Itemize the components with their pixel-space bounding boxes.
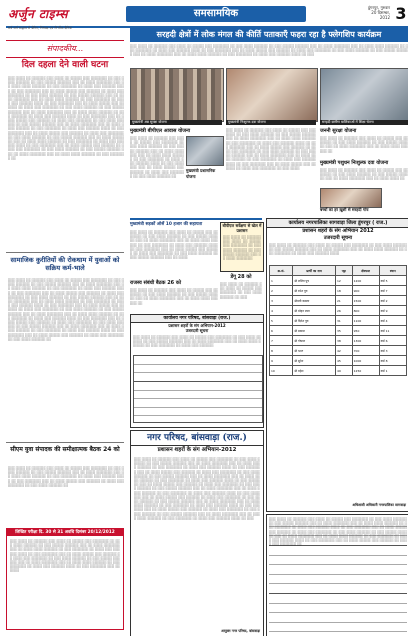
mid-text-1: ░░░ ░░░░ ░░ ░░░░░░ ░░░ ░░░░ ░░ ░░░░░ ░░░ ░░░░░░░ ░░ ░░░ ░░░░ ░░░░░░ ░░ ░░░ ░░░░░ ░░░░░░ ░░░ ░░ ░░░░ ░░░░░░░ ░░░ ░░ ░░░░ ░░░░ ░░░░░░ ░░ ░░░ ░░░░░░░ ░░ ░░░░ ░░░ ░░░░░░ ░░░░ ░░ ░░░ ░░░░░░░ ░░░ ░░ ░░░░ ░░░░░ ░░░ ░░░░░░ ░░ ░░░░ ░░░ ░░░░░░░ ░░ ░░░ ░░░░ ░░░░░░ ░░ ░░░ ░░░░░ ░░░░░░ ░░░ ░░ ░░░░ [130,230,218,260]
table-cell: 3 [270,296,293,306]
editorial-headline: दिल दहला देने वाली घटना [21,60,109,70]
table-cell: वार्ड 3 [379,346,406,356]
table-cell: श्री महेश [293,366,336,376]
sagwara-signature: अधिशासी अधिकारी नगरपालिका सागवाड़ा [352,503,406,507]
table-cell: 700 [352,346,379,356]
table-cell: 800 [352,306,379,316]
col-header: प्रार्थी का नाम [293,266,336,276]
table-cell: 12 [335,276,352,286]
sagwara-table-wrap [269,265,407,376]
mid-headline-4: डेंगू 28 को [230,274,252,280]
table-cell: श्रीमती कमला [293,296,336,306]
text-janani: ░░░ ░░░░ ░░ ░░░░░░ ░░░ ░░░░ ░░ ░░░░░ ░░░ ░░░░░░░ ░░ ░░░ ░░░░ ░░░░░░ ░░ ░░░ ░░░░░ ░░░░░░ ░░░ ░░ ░░░░ ░░░░░░░ ░░░ ░░ ░░░░ ░░░░ ░░░░░░ ░░ [320,136,408,153]
section-title: समसामयिक [126,6,306,22]
story3-headline: सीएम युवा संपादक की समीक्षात्मक बैठक 24 को [10,446,120,453]
bottom-notice-sub: प्रशासन शहरों के संग अभियान-2012 [157,447,237,453]
divider [6,442,124,443]
table-cell: वार्ड 6 [379,336,406,346]
table-row [270,276,407,286]
sagwara-notice-title: कार्यालय नगरपालिका सागवाड़ा जिला डूंगरपुर ( राज.) [267,219,408,228]
newspaper-logo: अर्जुन टाइम्स [8,7,68,21]
newspaper-page [6,4,408,636]
table-cell: 49 [335,366,352,376]
subhead-bpl-housing: मुख्यमंत्री बीपीएल आवास योजना [130,128,191,134]
mid-text-2: ░░░ ░░░░ ░░ ░░░░░░ ░░░ ░░░░ ░░ ░░░░░ ░░░ ░░░░░░░ ░░ ░░░ ░░░░ ░░░░░░ ░░ ░░░ ░░░░░ ░░░░░░ ░░░ ░░ ░░░░ ░░░░░░░ ░░░ ░░ ░░░░ ░░░░ ░░░░░░ ░░ [130,288,218,305]
text-livestock: ░░░ ░░░░ ░░ ░░░░░░ ░░░ ░░░░ ░░ ░░░░░ ░░░ ░░░░░░░ ░░ ░░░ ░░░░ ░░░░░░ ░░ ░░░ ░░░░░ ░░░░░░ ░░░ ░░ ░░░░ ░░░░░░░ ░░░ ░░ ░░░░ ░░░░ ░░ [320,168,408,181]
editorial-column [6,40,126,630]
bottom-notice [130,430,264,636]
table-cell: श्री सुरेश [293,356,336,366]
table-cell: 4 [270,306,293,316]
caption-girls-education: सरहदी ग्रामीण बालिकाओं में शिक्षा चेतना [320,120,408,125]
table-cell: 31 [335,316,352,326]
table-cell: 1250 [352,366,379,376]
table-cell: 1500 [352,296,379,306]
photo-girls-education [320,68,408,122]
table-cell: 45 [335,356,352,366]
table-cell: 9 [270,356,293,366]
table-cell: वार्ड 11 [379,326,406,336]
table-cell: श्री ललित पुत्र [293,276,336,286]
table-row [270,336,407,346]
lead-headline: सरहदी क्षेत्रों में लोक मंगल की कीर्ति पताकाएँ फहरा रहा है फ्लेगशिप कार्यक्रम [130,28,408,42]
table-cell: 8 [270,346,293,356]
table-cell: श्री रमेश पुत्र [293,286,336,296]
bottom-notice-text: ░░░ ░░░░ ░░ ░░░░░░ ░░░ ░░░░ ░░ ░░░░░ ░░░ ░░░░░░░ ░░ ░░░ ░░░░ ░░░░░░ ░░ ░░░ ░░░░░ ░░░░░░ ░░░ ░░ ░░░░ ░░░░░░░ ░░░ ░░ ░░░░ ░░░░ ░░░░░░ ░░ ░░░ ░░░░░░░ ░░ ░░░░ ░░░ ░░░░░░ ░░░░ ░░ ░░░ ░░░░░░░ ░░░ ░░ ░░░░ ░░░░░ ░░░ ░░░░░░ ░░ ░░░░ ░░░ ░░░░░░░ ░░ ░░░ ░░░░ ░░░░░░ ░░ ░░░ ░░░░░ ░░░░░░ ░░░ ░░ ░░░░ ░░░░░░░ ░░░ ░░ ░░░░ ░░░░ ░░░░░░ ░░ ░░░ ░░░░░░░ ░░ ░░░░ ░░░ ░░░░░░ ░░░░ ░░ ░░░ ░░░░░░░ ░░░ ░░ ░░░░ ░░░░░ ░░░ ░░░░░░ ░░ ░░░░ ░░░ ░░░░░░░ ░░ ░░░ ░░░░ ░░░░░░ ░░ ░░░ ░░░░░ ░░░░░░ ░░░ ░░ ░░░░ ░░░░░░░ ░░░ ░░ ░░░░ ░░░░ ░░░░░░ ░░ ░░░ ░░░░░░░ ░░ ░░░░ ░░░ ░░░░░░ ░░░░ ░░ ░░░ ░░░░░░░ ░░░ ░░ ░░░░ ░░░░░ ░░░ ░░░░░░ ░░ ░░░░ ░░░ ░░░░░░░ ░░ ░░░ ░░░░ ░░░░░░ ░░ ░░░ ░░░░░ ░░░░░░ ░░░ ░░ ░░░░ ░░░░░░░ ░░░ ░░ ░░░░ ░░░░ ░░░░░░ ░░ ░░░ ░░░░░░░ ░░ ░░░░ ░░░ ░░░░░░ ░░░░ ░░ ░░░ ░░░░░░░ ░░░ ░░ ░░░░ ░░░░░ ░░░ ░░░░░░ ░░ ░░░░ ░░░ ░░░░░░░ ░░ ░░░ ░░░░ ░░░░░░ ░░ ░░░ ░░░░░ ░░░░░░ ░░░ ░░ ░░░░ ░░░░░░░ ░░░ ░░ ░░░░ ░░░░ ░░░░░░ ░░ ░░░ ░░░░░░░ ░░ ░░░░ ░░░ ░░░░░░ ░░░░ ░░ ░░░ [134,457,260,520]
table-cell: 38 [335,336,352,346]
table-cell: वार्ड 7 [379,286,406,296]
bottom-notice-headline: नगर परिषद, बांसवाड़ा (राज.) [131,431,263,446]
col-header: क्षेत्रफल [352,266,379,276]
sagwara-notice-cont [266,514,408,636]
lead-text-intro: ░░░ ░░░░ ░░ ░░░░░░ ░░░ ░░░░ ░░ ░░░░░ ░░░ ░░░░░░░ ░░ ░░░ ░░░░ ░░░░░░ ░░ ░░░ ░░░░░ ░░░░░░ ░░░ ░░ ░░░░ ░░░░░░░ ░░░ ░░ ░░░░ ░░░░ ░░░░░░ ░░ ░░░ ░░░░░░░ ░░ ░░░░ ░░░ ░░░░░░ ░░░░ ░░ ░░░ ░░░░░░░ ░░░ ░░ ░░░░ ░░░░░ ░░░ ░░░░░░ ░░ ░░░░ ░░░ ░░░░░░░ ░░ ░░░ ░░░░ ░░░░░░ ░░ ░░░ ░░░░░ ░░░░░░ ░░░ ░░ ░░░░ ░░░░░░░ ░░░ ░░ ░░░░ ░░░░ ░░░░░░ ░░ ░░░ ░░░░░░░ ░░ ░░░░ ░░░ ░░░░░░ ░░░░ ░░ ░░░ [130,44,408,57]
table-cell: 26 [335,306,352,316]
text-bpl-housing: ░░░ ░░░░ ░░ ░░░░░░ ░░░ ░░░░ ░░ ░░░░░ ░░░ ░░░░░░░ ░░ ░░░ ░░░░ ░░░░░░ ░░ ░░░ ░░░░░ ░░░░░░ ░░░ ░░ ░░░░ ░░░░░░░ ░░░ ░░ ░░░░ ░░░░ ░░░░░░ ░░ ░░░ ░░░░░░░ ░░ ░░░░ ░░░ ░░░░░░ ░░░░ ░░ ░░░ ░░░░░░░ ░░░ ░░ ░░░░ ░░░░░ ░░░ ░░░░░░ ░░ ░░░░ ░░░ ░░░░░░░ ░░ ░░░ ░░░░ ░░░░░░ ░░ [130,136,184,178]
bpl-box-text: ░░░ ░░░░ ░░ ░░░░░░ ░░░ ░░░░ ░░ ░░░░░ ░░░ ░░░░░░░ ░░ ░░░ ░░░░ ░░░░░░ ░░ ░░░ ░░░░░ ░░░░░░ ░░░ ░░ ░░░░ ░░░░░░░ [223,235,261,261]
table-row [270,306,407,316]
caption-free-medicine: मुख्यमंत्री निःशुल्क दवा योजना [226,120,316,125]
photo-food-security [130,68,224,122]
table-cell: श्री मोहन लाल [293,306,336,316]
nagar-notice-text: ░░░ ░░░░ ░░ ░░░░░░ ░░░ ░░░░ ░░ ░░░░░ ░░░ ░░░░░░░ ░░ ░░░ ░░░░ ░░░░░░ ░░ ░░░ ░░░░░ ░░░░░░ ░░░ ░░ ░░░░ ░░░░░░░ ░░░ ░░ ░░░░ ░░░░ ░░░░░░ ░░ ░░░ ░░░░░░░ ░░ ░░░░ ░░░ ░░░░░░ [133,335,261,348]
table-cell: वार्ड 8 [379,356,406,366]
story2-headline: सामाजिक कुरीतियों की रोकथाम में युवाओं को सक्रिय कर्म-भाले [10,256,120,272]
page-number: 3 [395,4,407,23]
exam-ad-text: ░░░ ░░░░ ░░ ░░░░░░ ░░░ ░░░░ ░░ ░░░░░ ░░░ ░░░░░░░ ░░ ░░░ ░░░░ ░░░░░░ ░░ ░░░ ░░░░░ ░░░░░░ ░░░ ░░ ░░░░ ░░░░░░░ ░░░ ░░ ░░░░ ░░░░ ░░░░░░ ░░ ░░░ ░░░░░░░ ░░ ░░░░ ░░░ ░░░░░░ ░░░░ ░░ ░░░ ░░░░░░░ ░░░ ░░ ░░░░ ░░░░░ ░░░ ░░░░░░ ░░ ░░░░ ░░░ ░░░░░░░ ░░ ░░░ ░░░░ ░░░░░░ ░░ ░░░ ░░░░░ ░░░░░░ ░░░ ░░ ░░░░ ░░░░░░░ ░░░ ░░ ░░░░ ░░░░ ░░░░░░ ░░ ░░░ ░░░░░░░ ░░ ░░░░ ░░░ ░░░░░░ ░░░░ ░░ ░░░ ░░░░░░░ ░░░ ░░ ░░░░ [10,539,120,573]
story3-text: ░░░ ░░░░ ░░ ░░░░░░ ░░░ ░░░░ ░░ ░░░░░ ░░░ ░░░░░░░ ░░ ░░░ ░░░░ ░░░░░░ ░░ ░░░ ░░░░░ ░░░░░░ ░░░ ░░ ░░░░ ░░░░░░░ ░░░ ░░ ░░░░ ░░░░ ░░░░░░ ░░ ░░░ ░░░░░░░ ░░ ░░░░ ░░░ ░░░░░░ ░░░░ ░░ ░░░ ░░░░░░░ ░░░ ░░ ░░░░ ░░░░░ ░░░ ░░░░░░ ░░ ░░░░ ░░░ ░░░░░░░ ░░ ░░░ ░░░░ ░░░░░░ ░░ [8,466,124,487]
table-cell: 950 [352,326,379,336]
table-cell: 1300 [352,336,379,346]
table-cell: वार्ड 1 [379,366,406,376]
col-header: स्थान [379,266,406,276]
exam-ad [6,528,124,630]
nagar-notice-title: कार्यालय नगर परिषद, बांसवाड़ा (राज.) [131,315,263,323]
table-cell: श्री भरत [293,346,336,356]
table-row [270,326,407,336]
sagwara-notice-sub2: उजरदारी सूचना [323,235,353,241]
table-cell: श्री प्रकाश [293,326,336,336]
sagwara-notice [266,218,408,512]
table-row [270,316,407,326]
table-cell: श्री दिनेश पुत्र [293,316,336,326]
text-lead-mid: ░░░ ░░░░ ░░ ░░░░░░ ░░░ ░░░░ ░░ ░░░░░ ░░░ ░░░░░░░ ░░ ░░░ ░░░░ ░░░░░░ ░░ ░░░ ░░░░░ ░░░░░░ ░░░ ░░ ░░░░ ░░░░░░░ ░░░ ░░ ░░░░ ░░░░ ░░░░░░ ░░ ░░░ ░░░░░░░ ░░ ░░░░ ░░░ ░░░░░░ ░░░░ ░░ ░░░ ░░░░░░░ ░░░ ░░ ░░░░ ░░░░░ ░░░ ░░░░░░ ░░ ░░░░ ░░░ ░░░░░░░ ░░ ░░░ ░░░░ ░░░░░░ ░░ ░░░ ░░░░░ ░░░░░░ ░░░ ░░ ░░░░ ░░░░░░░ ░░░ ░░ ░░░░ ░░░░ ░░░░░░ ░░ ░░░ ░░░░░░░ ░░ ░░░░ ░░░ ░░░░░░ ░░░░ ░░ ░░░ ░░░░░░░ ░░░ ░░ ░░░░ ░░░░░ ░░░ ░░░░░░ ░░ ░░░░ ░░░ ░░░░░░░ ░░ ░░░ ░░░░ [226,128,316,170]
table-cell: 7 [270,336,293,346]
table-row [270,286,407,296]
table-cell: 2 [270,286,293,296]
divider [6,252,124,253]
photo-housing [186,136,224,166]
photo-children [320,188,382,208]
nagar-notice-table [133,355,263,423]
subhead-janani: जननी सुरक्षा योजना [320,128,357,134]
table-cell: 35 [335,326,352,336]
divider [130,218,262,220]
nagar-notice [130,314,264,428]
table-cell: वार्ड 9 [379,306,406,316]
nagar-notice-sub: प्रशासन शहरों के संग अभियान-2012 [168,323,226,328]
photo-free-medicine [226,68,318,122]
subhead-children: बच्चों का हर ख़ुशी से सरहदी गांव [320,207,369,212]
table-cell: 10 [270,366,293,376]
table-row [270,296,407,306]
table-cell: वार्ड 4 [379,316,406,326]
table-cell: श्री गोपाल [293,336,336,346]
nagar-notice-sub2: उजरदारी सूचना [185,328,209,333]
table-cell: 900 [352,286,379,296]
col-header: पट्टा [335,266,352,276]
editorial-text: ░░░ ░░░░ ░░ ░░░░░░ ░░░ ░░░░ ░░ ░░░░░ ░░░ ░░░░░░░ ░░ ░░░ ░░░░ ░░░░░░ ░░ ░░░ ░░░░░ ░░░░░░ ░░░ ░░ ░░░░ ░░░░░░░ ░░░ ░░ ░░░░ ░░░░ ░░░░░░ ░░ ░░░ ░░░░░░░ ░░ ░░░░ ░░░ ░░░░░░ ░░░░ ░░ ░░░ ░░░░░░░ ░░░ ░░ ░░░░ ░░░░░ ░░░ ░░░░░░ ░░ ░░░░ ░░░ ░░░░░░░ ░░ ░░░ ░░░░ ░░░░░░ ░░ ░░░ ░░░░░ ░░░░░░ ░░░ ░░ ░░░░ ░░░░░░░ ░░░ ░░ ░░░░ ░░░░ ░░░░░░ ░░ ░░░ ░░░░░░░ ░░ ░░░░ ░░░ ░░░░░░ ░░░░ ░░ ░░░ ░░░░░░░ ░░░ ░░ ░░░░ ░░░░░ ░░░ ░░░░░░ ░░ ░░░░ ░░░ ░░░░░░░ ░░ ░░░ ░░░░ ░░░░░░ ░░ ░░░ ░░░░░ ░░░░░░ ░░░ ░░ ░░░░ ░░░░░░░ ░░░ ░░ ░░░░ ░░░░ ░░░░░░ ░░ ░░░ ░░░░░░░ ░░ ░░░░ ░░░ ░░░░░░ ░░░░ ░░ ░░░ ░░░░░░░ ░░░ ░░ ░░░░ ░░░░░ ░░░ ░░░░░░ ░░ ░░░░ ░░░ ░░░░░░░ ░░ ░░░ ░░░░ ░░░░░░ ░░ ░░░ ░░░░░ ░░░░░░ ░░░ ░░ ░░░░ ░░░░░░░ ░░░ ░░ ░░░░ ░░░░ ░░░░░░ ░░ ░░░ ░░░░░░░ ░░ ░░░░ ░░░ ░░░░░░ ░░░░ ░░ ░░░ ░░░░░░░ ░░░ ░░ ░░░░ ░░░░░ ░░░ ░░░░░░ ░░ ░░░░ ░░░ ░░░░░░░ ░░ ░░░ ░░░░ ░░░░░░ ░░ ░░░ ░░░░░ ░░░░░░ ░░░ ░░ ░░░░ ░░░░░░░ ░░░ ░░ ░░░░ ░░░░ ░░░░░░ ░░ ░░░ ░░░░░░░ ░░ ░░░░ ░░░ ░░░░░░ ░░░░ ░░ ░░░ ░░░░░░░ ░░░ ░░ ░░░░ ░░░░░ ░░░ ░░░░░░ ░░ ░░░░ ░░░ ░░░░░░░ ░░ ░░░ ░░░░ ░░░░░░ ░░ ░░░ ░░░░░ ░░░░░░ ░░░ ░░ ░░░░ ░░░░░░░ ░░░ ░░ ░░░░ ░░░░ ░░░░░░ ░░ ░░░ ░░░░░░░ ░░ [8,76,124,160]
bottom-signature: आयुक्त नगर परिषद, बांसवाड़ा [221,629,260,633]
table-cell: 1000 [352,356,379,366]
table-cell: 1 [270,276,293,286]
table-cell: वार्ड 5 [379,276,406,286]
tagline: सर्व धर्म सद्भाव से प्रेरित, निष्पक्ष एवं निर्भीक दैनिक [8,26,72,30]
table-row [270,356,407,366]
table-cell: 1100 [352,316,379,326]
date-info: डूंगरपुर, गुरुवार 20 दिसम्बर, 2012 [367,5,390,20]
caption-food-security: मुख्यमंत्री अन्न सुरक्षा योजना [130,120,222,125]
table-cell: 6 [270,326,293,336]
subhead-livestock: मुख्यमंत्री पशुधन निःशुल्क दवा योजना [320,160,389,166]
masthead [6,4,408,28]
col-header: क्र.सं. [270,266,293,276]
subhead-admin-scheme: मुख्यमंत्री प्रशासनिक योजना [186,168,216,179]
mid-headline-2: राजस्व संबंधी बैठक 26 को [130,280,182,286]
table-cell: 18 [335,286,352,296]
exam-ad-headline: लिखित परीक्षा दि. 30 से 31 अवधि दिसंबर 20/12/2012 [7,529,123,536]
sagwara-table [269,265,407,376]
editorial-banner: संपादकीय... [6,40,124,58]
sagwara-notice-text: ░░░ ░░░░ ░░ ░░░░░░ ░░░ ░░░░ ░░ ░░░░░ ░░░ ░░░░░░░ ░░ ░░░ ░░░░ ░░░░░░ ░░ ░░░ ░░░░░ ░░░░░░ ░░░ ░░ ░░░░ ░░░░░░░ ░░░ ░░ ░░░░ ░░░░ ░░░░░░ ░░ ░░░ ░░░░░░░ ░░ ░░░░ ░░░ ░░░░░░ ░░░░ [269,243,407,256]
bpl-box [220,222,264,272]
table-cell: 1200 [352,276,379,286]
table-cell: 5 [270,316,293,326]
table-header [270,266,407,276]
mid-text-4: ░░░ ░░░░ ░░ ░░░░░░ ░░░ ░░░░ ░░ ░░░░░ ░░░ ░░░░░░░ ░░ ░░░ ░░░░ ░░░░░░ ░░ ░░░ [220,282,262,299]
table-row [270,366,407,376]
sagwara-notice-cont-text: ░░░ ░░░░ ░░ ░░░░░░ ░░░ ░░░░ ░░ ░░░░░ ░░░ ░░░░░░░ ░░ ░░░ ░░░░ ░░░░░░ ░░ ░░░ ░░░░░ ░░░░░░ ░░░ ░░ ░░░░ ░░░░░░░ ░░░ ░░ ░░░░ ░░░░ ░░░░░░ ░░ ░░░ ░░░░░░░ ░░ ░░░░ ░░░ ░░░░░░ ░░░░ ░░ ░░░ ░░░░░░░ ░░░ ░░ ░░░░ ░░░░░ ░░░ ░░░░░░ ░░ ░░░░ ░░░ ░░░░░░░ ░░ ░░░ ░░░░ ░░░░░░ ░░ ░░░ ░░░░░ ░░░░░░ ░░░ ░░ ░░░░ ░░░░░░░ ░░░ ░░ ░░░░ ░░░░ ░░░░░░ ░░ ░░░ ░░░░░░░ ░░ ░░░░ ░░░ ░░░░░░ ░░░░ ░░ ░░░ ░░░░░░░ ░░░ ░░ ░░░░ ░░░░░ ░░░ ░░░░░░ ░░ ░░░░ ░░░ ░░░░░░░ ░░ [269,517,407,633]
table-row [270,346,407,356]
table-cell: वार्ड 2 [379,296,406,306]
bpl-box-headline: बीपीएल सर्वेक्षण से खेल में प्रशासन [222,223,262,233]
table-cell: 42 [335,346,352,356]
sagwara-notice-sub: प्रशासन शहरों के संग अभियान 2012 [302,228,374,234]
story2-text: ░░░ ░░░░ ░░ ░░░░░░ ░░░ ░░░░ ░░ ░░░░░ ░░░ ░░░░░░░ ░░ ░░░ ░░░░ ░░░░░░ ░░ ░░░ ░░░░░ ░░░░░░ ░░░ ░░ ░░░░ ░░░░░░░ ░░░ ░░ ░░░░ ░░░░ ░░░░░░ ░░ ░░░ ░░░░░░░ ░░ ░░░░ ░░░ ░░░░░░ ░░░░ ░░ ░░░ ░░░░░░░ ░░░ ░░ ░░░░ ░░░░░ ░░░ ░░░░░░ ░░ ░░░░ ░░░ ░░░░░░░ ░░ ░░░ ░░░░ ░░░░░░ ░░ ░░░ ░░░░░ ░░░░░░ ░░░ ░░ ░░░░ ░░░░░░░ ░░░ ░░ ░░░░ ░░░░ ░░░░░░ ░░ ░░░ ░░░░░░░ ░░ ░░░░ ░░░ ░░░░░░ ░░░░ ░░ ░░░ ░░░░░░░ ░░░ ░░ ░░░░ ░░░░░ ░░░ ░░░░░░ ░░ ░░░░ ░░░ ░░░░░░░ ░░ ░░░ ░░░░ ░░░░░░ ░░ ░░░ ░░░░░ ░░░░░░ ░░░ ░░ ░░░░ ░░░░░░░ ░░░ ░░ ░░░░ ░░░░ ░░░░░░ ░░ ░░░ ░░░░░░░ ░░ ░░░░ ░░░ ░░░░░░ ░░░░ ░░ ░░░ ░░░░░░░ ░░░ ░░ ░░░░ ░░░░░ ░░░ ░░░░░░ ░░ ░░░░ ░░░ ░░░░░░░ ░░ ░░░ ░░░░ ░░░░░░ ░░ ░░░ ░░░░░ ░░░░░░ ░░░ ░░ ░░░░ ░░░░░░░ ░░░ ░░ ░░░░ ░░░░ ░░░░░░ ░░ ░░░ ░░░░░░░ ░░ ░░░░ ░░░ ░░░░░░ ░░░░ ░░ ░░░ ░░░░░░░ ░░░ ░░ ░░░░ ░░░░░ ░░░ ░░░░░░ ░░ ░░░░ ░░░ ░░░░░░░ ░░ ░░░ ░░░░ ░░░░░░ ░░ [8,278,124,341]
mid-headline-1: मुख्यमंत्री सड़कों ओर्से 10 हजार की सहायता [130,222,203,227]
table-cell: 21 [335,296,352,306]
